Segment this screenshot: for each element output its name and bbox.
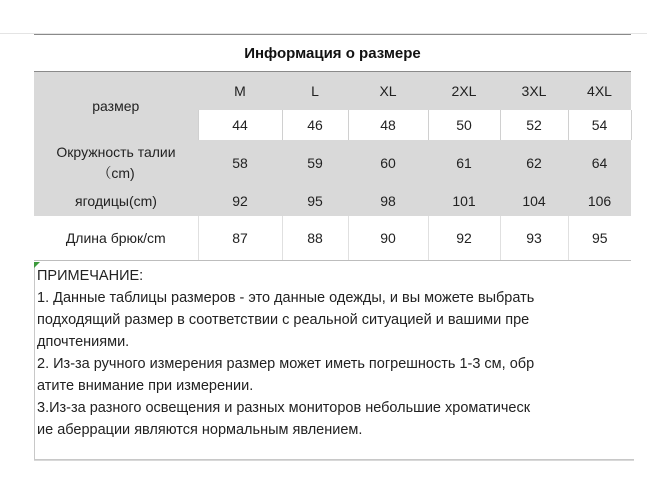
size-cell: L [282,72,348,110]
waist-cell: 58 [198,140,282,186]
hips-cell: 92 [198,186,282,216]
size-cell: 2XL [428,72,500,110]
size-cell: 4XL [568,72,631,110]
waist-label [34,140,198,186]
notes-text: ПРИМЕЧАНИЕ: 1. Данные таблицы размеров - это данные одежды, и вы можете выбрать подходящий размер в соответствии с реальной ситуацией и вашими пре дпочтениями. 2. Из-за ручного измерения размер может иметь погрешность 1-3 см, обр атите внимание при измерении. 3.Из-за разного освещения и разных мониторов небольшие хроматическ ие аберрации являются нормальным явлением. [37,268,535,438]
hips-cell: 104 [500,186,568,216]
size-table-title: Информация о размере [34,34,631,72]
length-cell: 92 [428,216,500,260]
hips-cell: 98 [348,186,428,216]
size-cell: 3XL [500,72,568,110]
waist-cell: 62 [500,140,568,186]
size-table [34,72,632,261]
size-label: размер [34,72,198,140]
number-cell: 48 [348,110,428,140]
table-row-sizes [34,72,631,110]
waist-cell: 59 [282,140,348,186]
hips-cell: 106 [568,186,631,216]
length-cell: 95 [568,216,631,260]
size-cell: M [198,72,282,110]
length-cell: 93 [500,216,568,260]
number-cell: 54 [568,110,631,140]
number-cell: 50 [428,110,500,140]
size-cell: XL [348,72,428,110]
hips-cell: 95 [282,186,348,216]
waist-label-line1: Окружность талии [56,144,176,160]
hips-label: ягодицы(cm) [34,186,198,216]
length-cell: 88 [282,216,348,260]
number-cell: 46 [282,110,348,140]
waist-cell: 64 [568,140,631,186]
length-cell: 87 [198,216,282,260]
number-cell: 52 [500,110,568,140]
hips-cell: 101 [428,186,500,216]
waist-cell: 60 [348,140,428,186]
length-label: Длина брюк/cm [34,216,198,260]
length-cell: 90 [348,216,428,260]
table-row-waist [34,140,631,186]
table-row-hips [34,186,631,216]
number-cell: 44 [198,110,282,140]
waist-label-line2: （cm) [97,165,135,181]
waist-cell: 61 [428,140,500,186]
table-row-length [34,216,631,260]
page-bottom-rule [34,460,634,461]
